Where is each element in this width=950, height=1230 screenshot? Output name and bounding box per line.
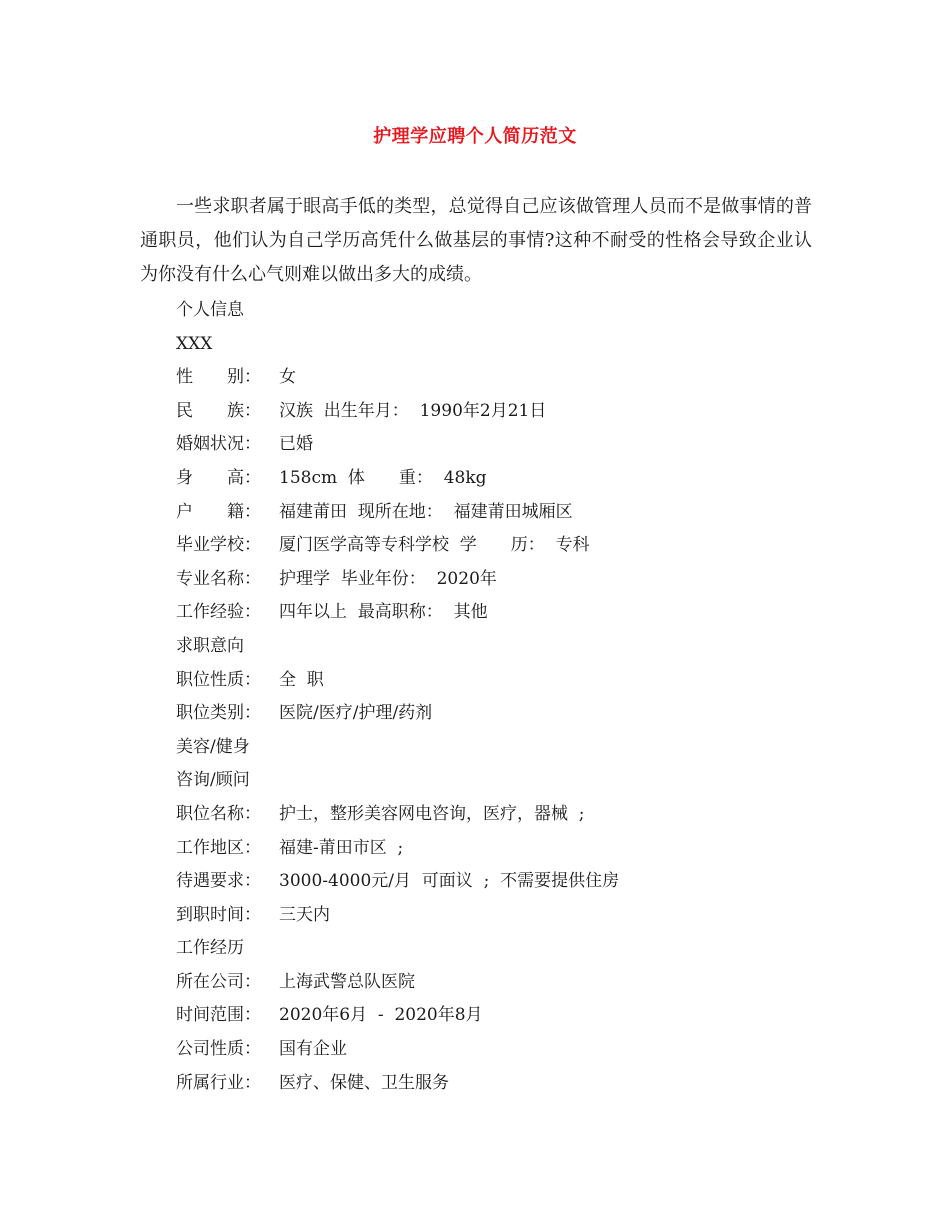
line-value: 护士，整形美容网电咨询，医疗，器械 ; [279, 803, 585, 824]
line-label: 求职意向 [176, 635, 244, 656]
line-label: 职位类别： [176, 703, 261, 724]
resume-line [176, 462, 816, 496]
resume-line [176, 596, 816, 630]
line-value: 四年以上 最高职称： 其他 [279, 602, 488, 623]
resume-line [176, 428, 816, 462]
line-label: 职位性质： [176, 669, 261, 690]
line-label: 公司性质： [176, 1039, 261, 1060]
line-label: 时间范围： [176, 1005, 261, 1026]
resume-line [176, 832, 816, 866]
line-value: 女 [279, 367, 296, 388]
resume-line [176, 496, 816, 530]
line-label: XXX [176, 333, 213, 354]
resume-line [176, 294, 816, 328]
resume-line [176, 563, 816, 597]
resume-line [176, 865, 816, 899]
line-label: 所属行业： [176, 1072, 261, 1093]
resume-line [176, 395, 816, 429]
line-value: 医院/医疗/护理/药剂 [279, 703, 433, 724]
line-value: 医疗、保健、卫生服务 [279, 1072, 449, 1093]
resume-line [176, 798, 816, 832]
resume-line [176, 664, 816, 698]
resume-line [176, 328, 816, 362]
line-value: 汉族 出生年月： 1990年2月21日 [279, 400, 547, 421]
line-value: 上海武警总队医院 [279, 971, 415, 992]
line-label: 毕业学校： [176, 535, 261, 556]
line-label: 美容/健身 [176, 736, 250, 757]
resume-line [176, 966, 816, 1000]
line-label: 工作经验： [176, 602, 261, 623]
resume-line [176, 999, 816, 1033]
resume-line [176, 899, 816, 933]
resume-line [176, 932, 816, 966]
line-value: 已婚 [279, 434, 313, 455]
line-label: 工作经历 [176, 938, 244, 959]
line-label: 性 别： [176, 367, 261, 388]
line-value: 全 职 [279, 669, 324, 690]
line-value: 厦门医学高等专科学校 学 历： 专科 [279, 535, 590, 556]
line-label: 专业名称： [176, 568, 261, 589]
intro-paragraph: 一些求职者属于眼高手低的类型，总觉得自己应该做管理人员而不是做事情的普通职员，他们认为自己学历高凭什么做基层的事情?这种不耐受的性格会导致企业认为你没有什么心气则难以做出多大的成绩。 [140, 196, 812, 285]
resume-lines [176, 294, 816, 1100]
line-label: 职位名称： [176, 803, 261, 824]
line-value: 2020年6月 - 2020年8月 [279, 1005, 483, 1026]
document-title: 护理学应聘个人简历范文 [373, 126, 577, 147]
line-label: 个人信息 [176, 300, 244, 320]
resume-line [176, 1067, 816, 1101]
resume-line [176, 361, 816, 395]
resume-line [176, 697, 816, 731]
line-value: 三天内 [279, 904, 330, 925]
line-value: 国有企业 [279, 1039, 347, 1060]
line-label: 待遇要求： [176, 871, 261, 892]
resume-line [176, 731, 816, 765]
resume-line [176, 764, 816, 798]
resume-line [176, 630, 816, 664]
line-label: 户 籍： [176, 501, 261, 522]
line-value: 158cm 体 重： 48kg [279, 467, 487, 488]
resume-line [176, 1033, 816, 1067]
line-value: 护理学 毕业年份： 2020年 [279, 568, 497, 589]
line-label: 身 高： [176, 467, 261, 488]
line-label: 民 族： [176, 400, 261, 421]
line-label: 到职时间： [176, 904, 261, 925]
line-value: 福建莆田 现所在地： 福建莆田城厢区 [279, 501, 573, 522]
line-value: 3000-4000元/月 可面议 ; 不需要提供住房 [279, 871, 620, 892]
line-value: 福建-莆田市区 ; [279, 837, 404, 858]
resume-line [176, 529, 816, 563]
line-label: 婚姻状况： [176, 434, 261, 455]
line-label: 工作地区： [176, 837, 261, 858]
line-label: 所在公司： [176, 971, 261, 992]
line-label: 咨询/顾问 [176, 770, 250, 791]
